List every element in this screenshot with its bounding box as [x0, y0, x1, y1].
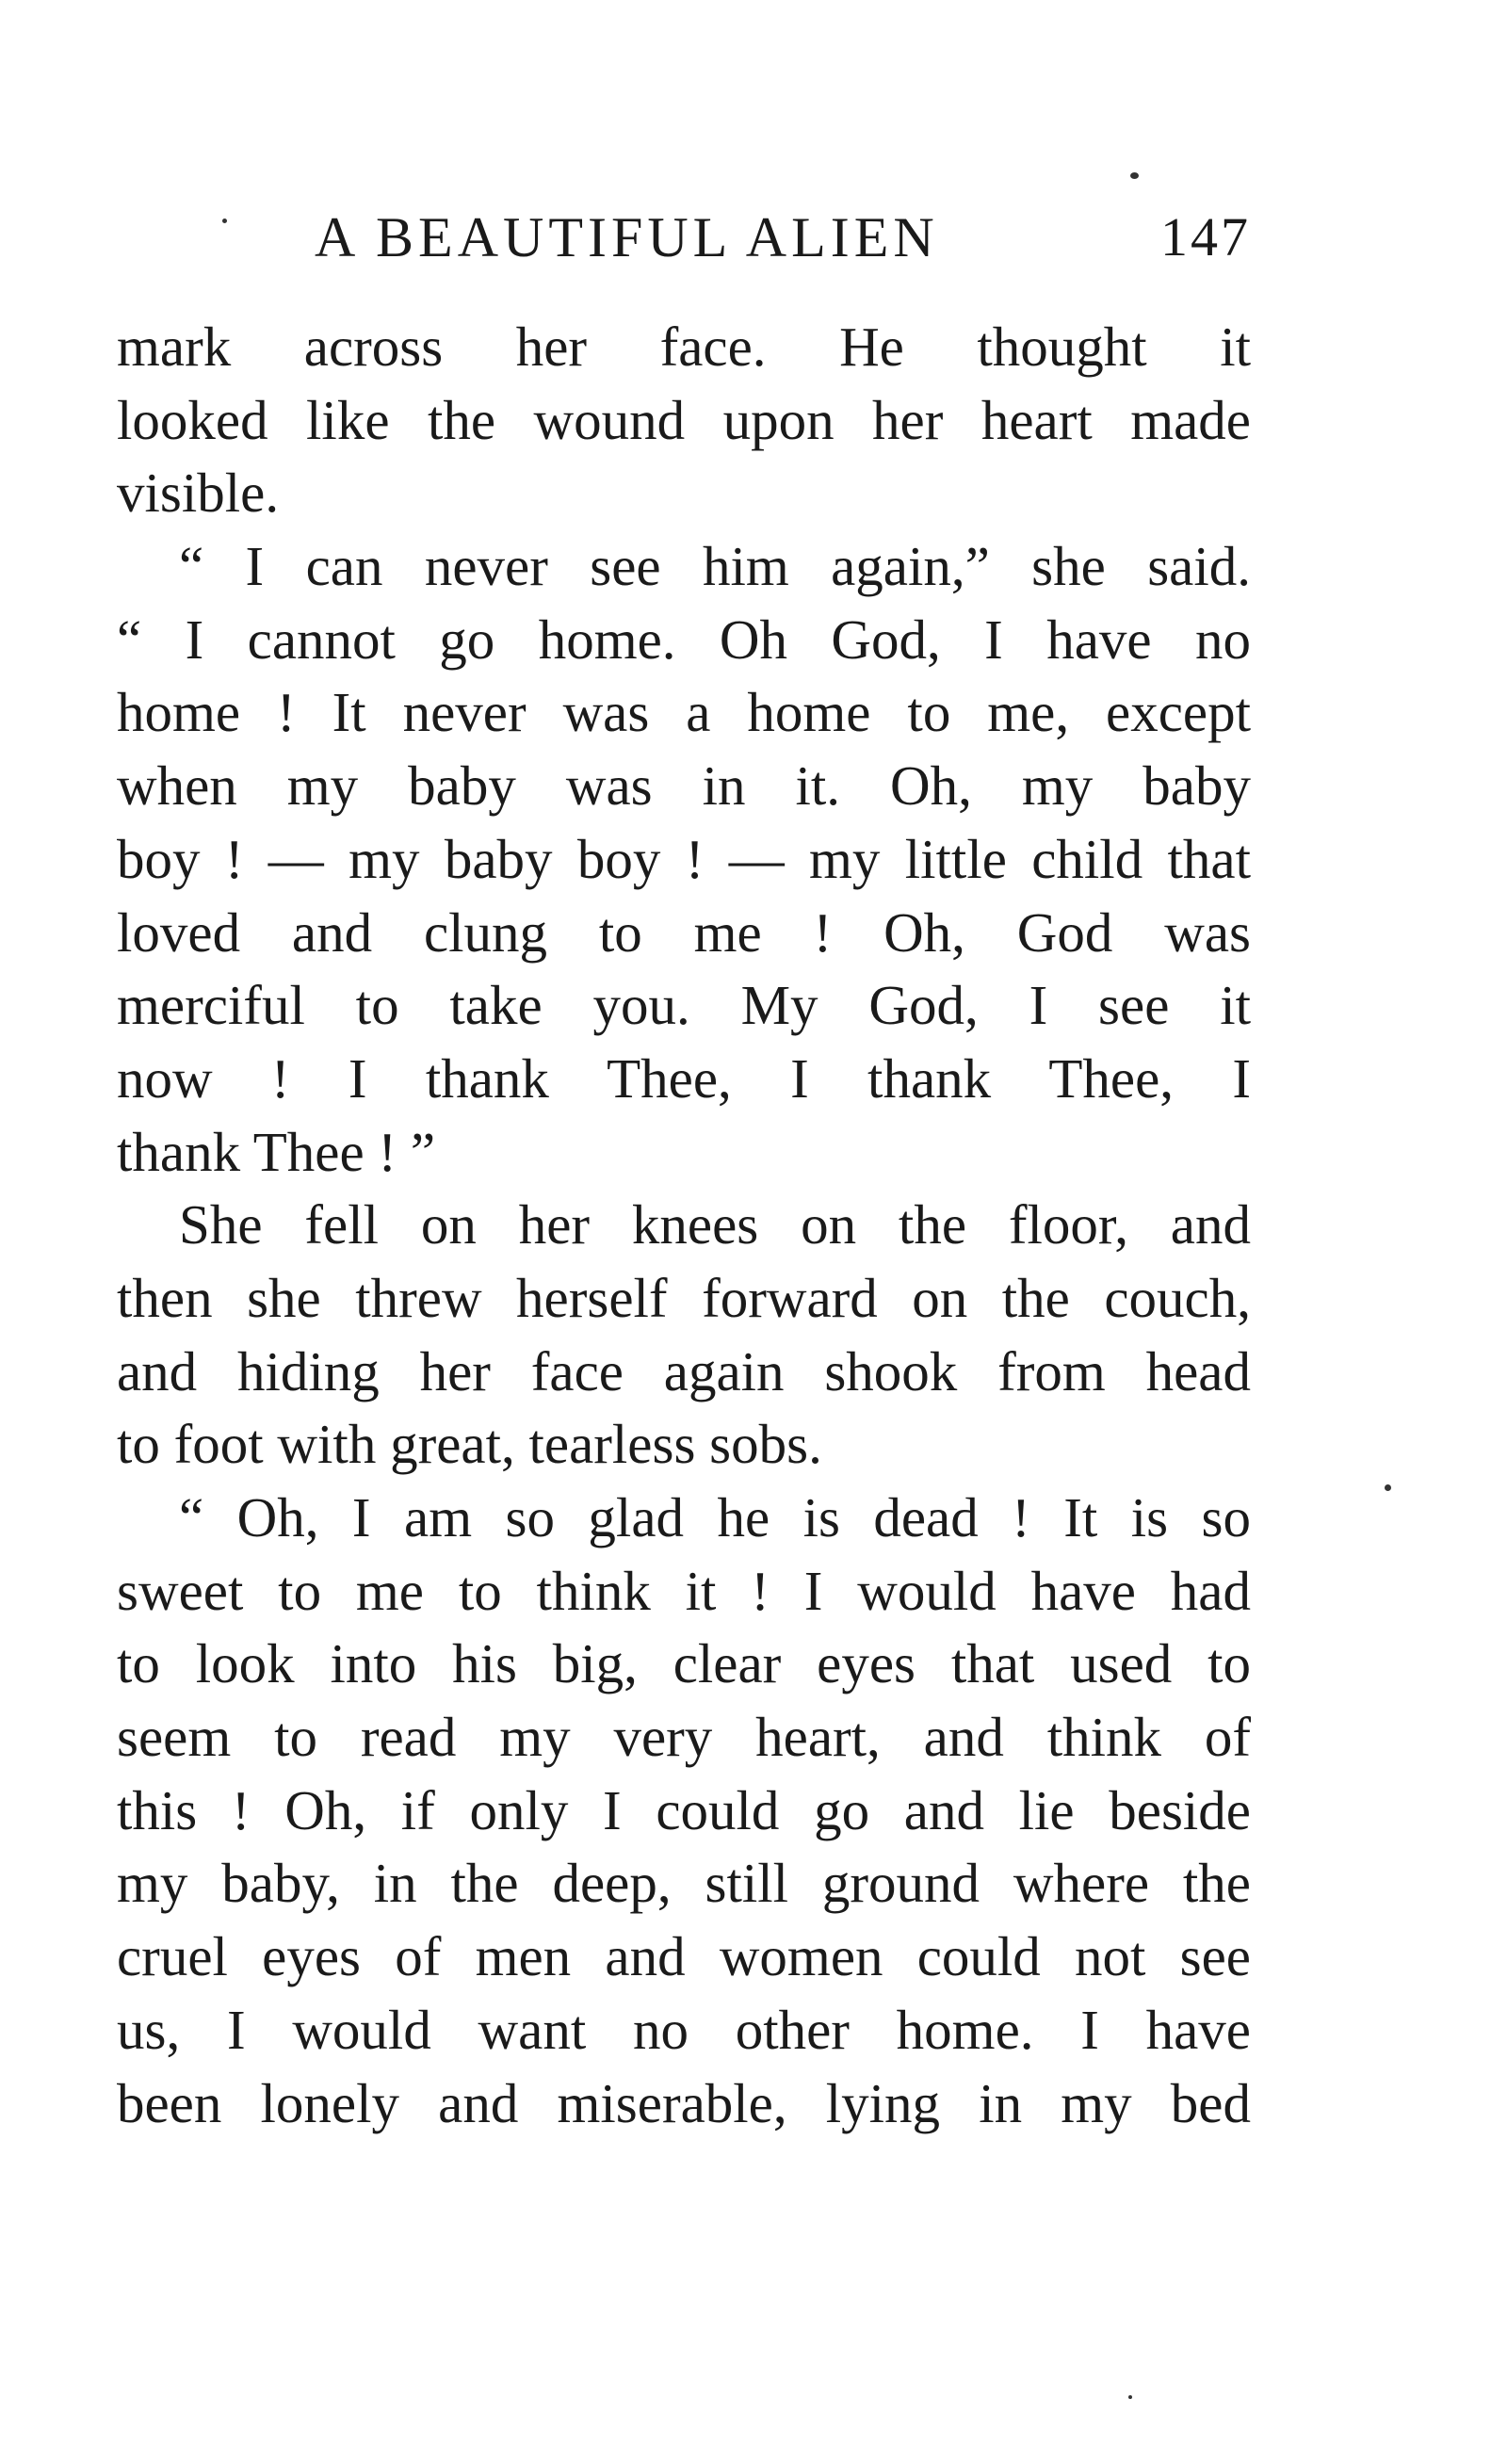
text-line: mark across her face. He thought it — [117, 316, 1251, 378]
print-speck — [1385, 1484, 1391, 1491]
text-line: visible. — [117, 462, 280, 525]
text-line: She fell on her knees on the floor, and — [179, 1193, 1251, 1256]
print-speck — [1128, 2395, 1132, 2399]
running-head — [117, 200, 1251, 275]
text-line: thank Thee ! ” — [117, 1120, 436, 1183]
text-line: this ! Oh, if only I could go and lie beside — [117, 1778, 1251, 1841]
body-text — [117, 311, 1251, 2140]
text-line: now ! I thank Thee, I thank Thee, I — [117, 1046, 1251, 1110]
text-line: home ! It never was a home to me, except — [117, 681, 1251, 744]
text-line: sweet to me to think it ! I would have had — [117, 1559, 1251, 1622]
text-line: to foot with great, tearless sobs. — [117, 1413, 822, 1476]
text-line: “ Oh, I am so glad he is dead ! It is so — [179, 1486, 1251, 1548]
text-line: and hiding her face again shook from head — [117, 1339, 1251, 1402]
text-line: my baby, in the deep, still ground where the — [117, 1852, 1251, 1915]
text-line: “ I cannot go home. Oh God, I have no — [117, 608, 1251, 671]
text-line: looked like the wound upon her heart made — [117, 388, 1251, 451]
text-line: then she threw herself forward on the couch, — [117, 1266, 1251, 1329]
text-line: to look into his big, clear eyes that used to — [117, 1632, 1251, 1695]
text-line: cruel eyes of men and women could not see — [117, 1925, 1251, 1988]
text-line: been lonely and miserable, lying in my bed — [117, 2071, 1251, 2134]
text-line: boy ! — my baby boy ! — my little child that — [117, 827, 1251, 890]
text-line: seem to read my very heart, and think of — [117, 1706, 1251, 1769]
text-line: merciful to take you. My God, I see it — [117, 974, 1251, 1037]
page-number: 147 — [1160, 206, 1251, 267]
text-line: “ I can never see him again,” she said. — [179, 535, 1251, 598]
text-line: when my baby was in it. Oh, my baby — [117, 754, 1251, 818]
running-title: A BEAUTIFUL ALIEN — [315, 206, 939, 268]
print-speck — [1130, 172, 1139, 179]
text-line: loved and clung to me ! Oh, God was — [117, 900, 1251, 964]
text-line: us, I would want no other home. I have — [117, 1998, 1251, 2061]
